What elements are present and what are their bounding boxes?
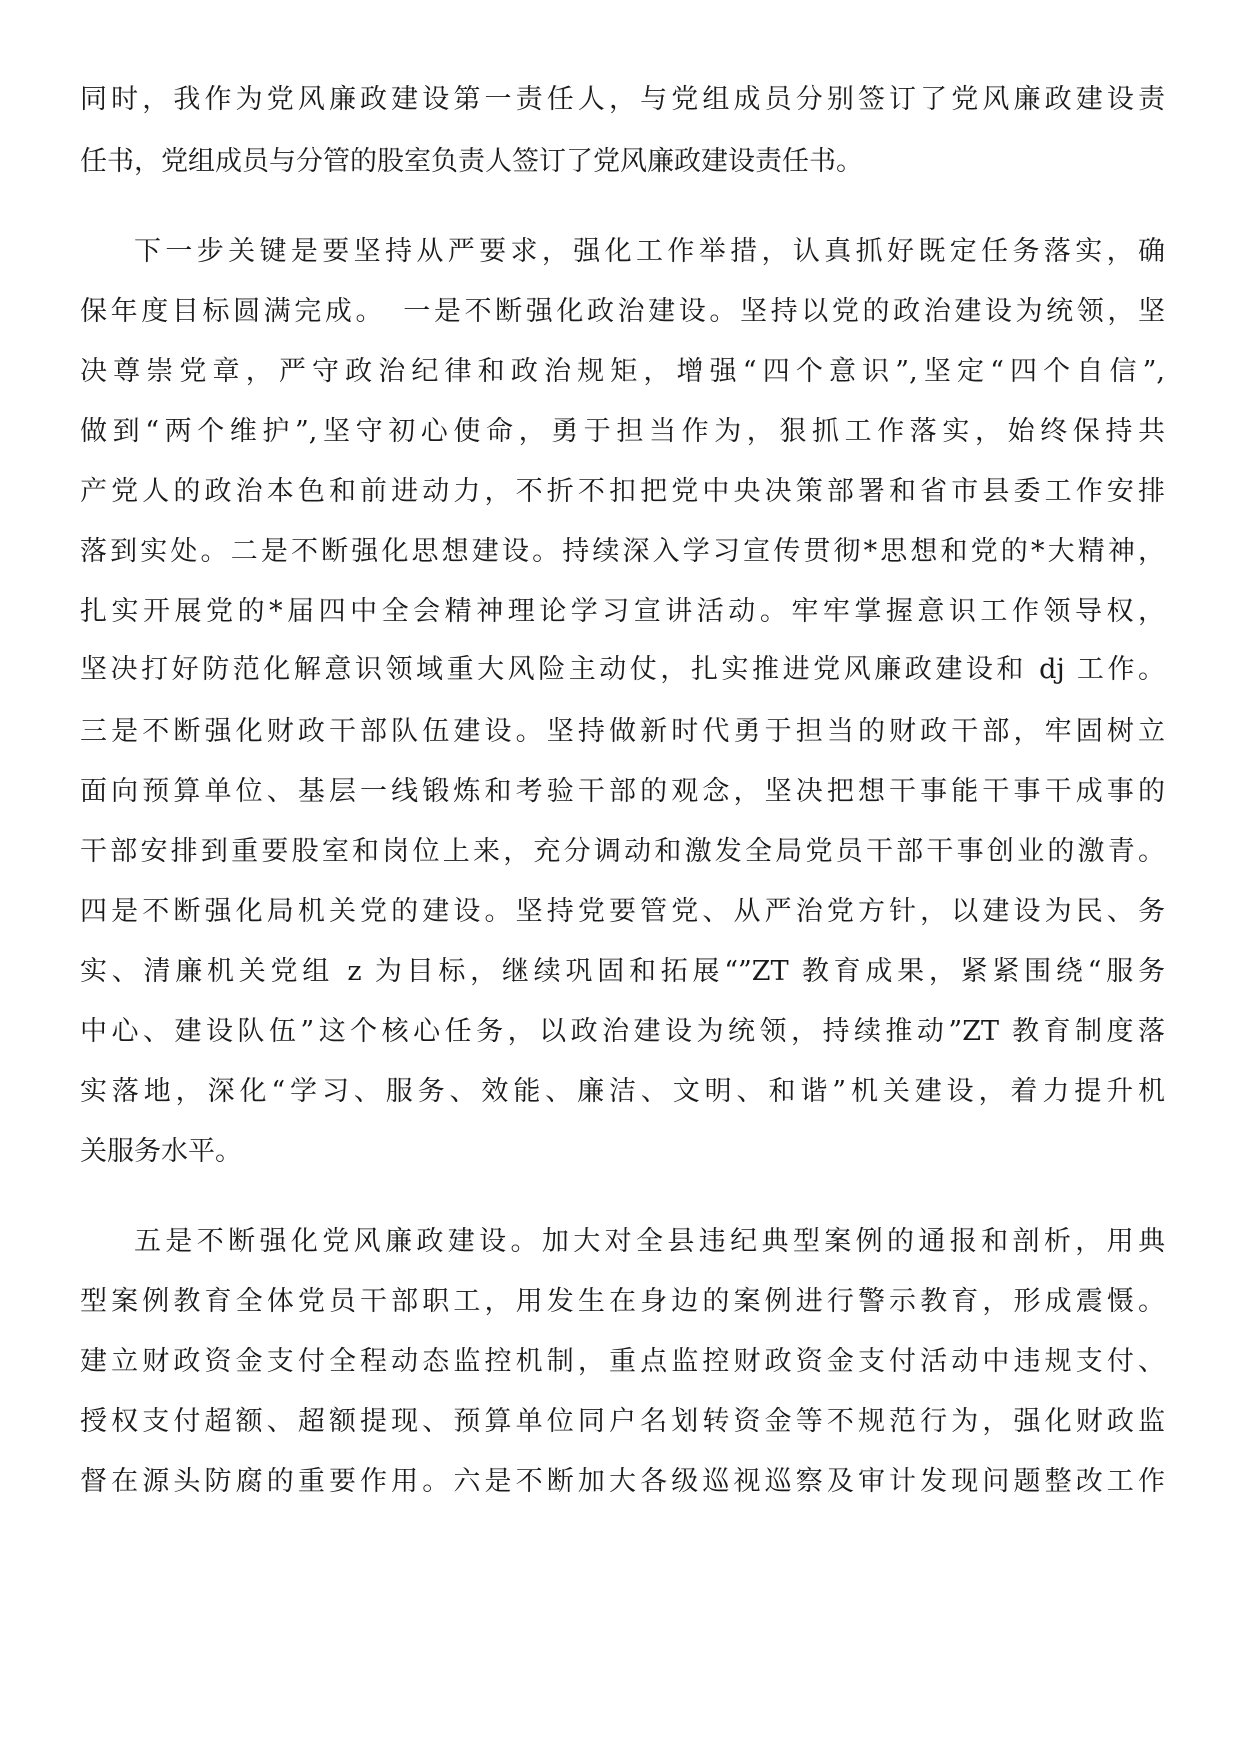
text-line: 关服务水平。	[80, 1136, 242, 1167]
text-line: 型案例教育全体党员干部职工，用发生在身边的案例进行警示教育，形成震慑。	[80, 1286, 1165, 1317]
text-line: 决尊崇党章，严守政治纪律和政治规矩，增强“四个意识”,坚定“四个自信”,	[80, 356, 1165, 387]
text-line: 建立财政资金支付全程动态监控机制，重点监控财政资金支付活动中违规支付、	[80, 1346, 1165, 1377]
text-line: 面向预算单位、基层一线锻炼和考验干部的观念，坚决把想干事能干事干成事的	[80, 776, 1165, 807]
text-line: 督在源头防腐的重要作用。六是不断加大各级巡视巡察及审计发现问题整改工作	[80, 1466, 1165, 1497]
text-line: 落到实处。二是不断强化思想建设。持续深入学习宣传贯彻*思想和党的*大精神，	[80, 536, 1165, 567]
text-line: 实、清廉机关党组 z 为目标，继续巩固和拓展“”ZT 教育成果，紧紧围绕“服务	[80, 956, 1165, 987]
text-line: 保年度目标圆满完成。 一是不断强化政治建设。坚持以党的政治建设为统领，坚	[80, 296, 1165, 327]
text-line: 三是不断强化财政干部队伍建设。坚持做新时代勇于担当的财政干部，牢固树立	[80, 716, 1165, 747]
text-line: 同时，我作为党风廉政建设第一责任人，与党组成员分别签订了党风廉政建设责	[80, 84, 1165, 115]
text-line: 五是不断强化党风廉政建设。加大对全县违纪典型案例的通报和剖析，用典	[134, 1226, 1165, 1257]
text-line: 实落地，深化“学习、服务、效能、廉洁、文明、和谐”机关建设，着力提升机	[80, 1076, 1165, 1107]
text-line: 做到“两个维护”,坚守初心使命，勇于担当作为，狠抓工作落实，始终保持共	[80, 416, 1165, 447]
text-line: 任书，党组成员与分管的股室负责人签订了党风廉政建设责任书。	[80, 146, 863, 177]
text-line: 四是不断强化局机关党的建设。坚持党要管党、从严治党方针，以建设为民、务	[80, 896, 1165, 927]
text-line: 中心、建设队伍”这个核心任务，以政治建设为统领，持续推动”ZT 教育制度落	[80, 1016, 1165, 1047]
text-line: 扎实开展党的*届四中全会精神理论学习宣讲活动。牢牢掌握意识工作领导权，	[80, 596, 1165, 627]
text-line: 下一步关键是要坚持从严要求，强化工作举措，认真抓好既定任务落实，确	[134, 236, 1165, 267]
text-line: 干部安排到重要股室和岗位上来，充分调动和激发全局党员干部干事创业的激青。	[80, 836, 1165, 867]
text-line: 坚决打好防范化解意识领域重大风险主动仗，扎实推进党风廉政建设和 dj 工作。	[80, 654, 1165, 685]
text-line: 产党人的政治本色和前进动力，不折不扣把党中央决策部署和省市县委工作安排	[80, 476, 1165, 507]
text-line: 授权支付超额、超额提现、预算单位同户名划转资金等不规范行为，强化财政监	[80, 1406, 1165, 1437]
